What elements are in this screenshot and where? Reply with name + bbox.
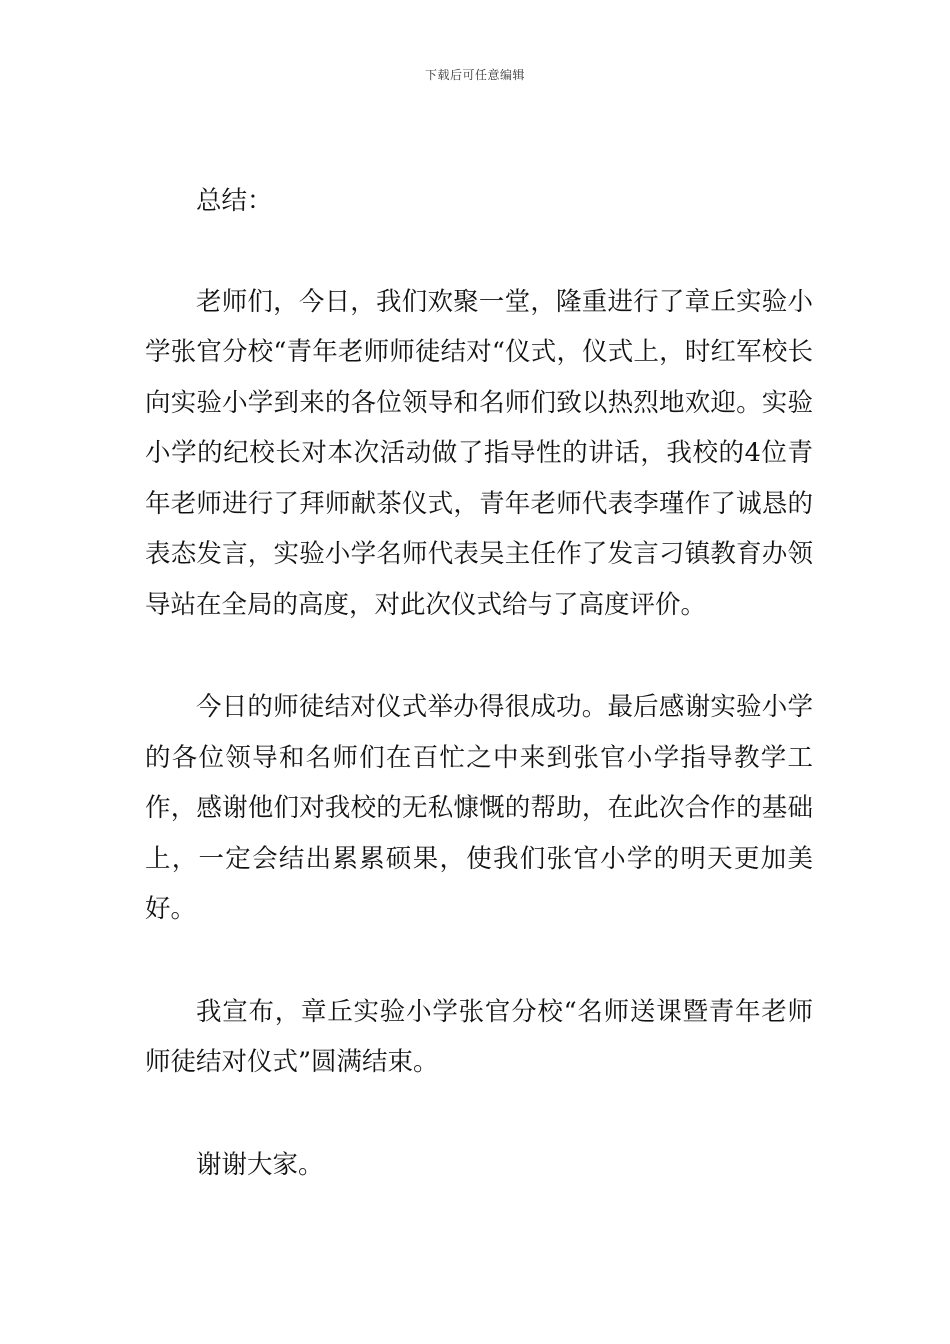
paragraph-closing-announcement: 我宣布，章丘实验小学张官分校“名师送课暨青年老师师徒结对仪式”圆满结束。 bbox=[145, 996, 813, 1077]
document-body bbox=[145, 176, 813, 1190]
paragraph-ceremony-recap: 老师们，今日，我们欢聚一堂，隆重进行了章丘实验小学张官分校“青年老师师徒结对“仪式，仪式上，时红军校长向实验小学到来的各位领导和名师们致以热烈地欢迎。实验小学的纪校长对本次活动做了指导性的讲话，我校的4位青年老师进行了拜师献茶仪式，青年老师代表李瑾作了诚恳的表态发言，实验小学名师代表吴主任作了发言刁镇教育办领导站在全局的高度，对此次仪式给与了高度评价。 bbox=[145, 286, 813, 620]
paragraph-spacer bbox=[145, 630, 813, 682]
paragraph-thanks: 今日的师徒结对仪式举办得很成功。最后感谢实验小学的各位领导和名师们在百忙之中来到张官小学指导教学工作，感谢他们对我校的无私慷慨的帮助，在此次合作的基础上，一定会结出累累硕果，使我们张官小学的明天更加美好。 bbox=[145, 692, 813, 924]
page-header-note: 下载后可任意编辑 bbox=[424, 68, 525, 82]
paragraph-spacer bbox=[145, 1088, 813, 1140]
summary-heading: 总结： bbox=[196, 186, 273, 216]
paragraph-spacer bbox=[145, 227, 813, 277]
paragraph-spacer bbox=[145, 935, 813, 987]
paragraph-final-thanks: 谢谢大家。 bbox=[196, 1149, 324, 1180]
